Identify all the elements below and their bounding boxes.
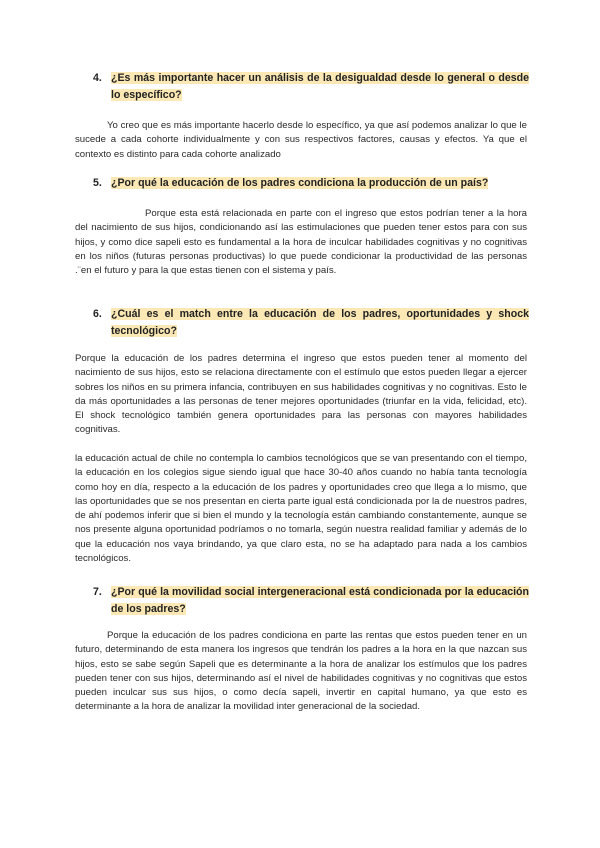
- answer-7: Porque la educación de los padres condiciona en parte las rentas que estos pueden tener en un futuro, determinando de esta manera los ingresos que tendrán los padres a la hora en la que nazcan sus hijos, esto se sabe según Sapeli que es determinante a la hora de analizar los estímulos que los padres pueden tener con sus hijos, determinando así el nivel de habilidades cognitivas y no cognitivas que estos pueden inculcar sus sus hijos, o como decía sapeli, invertir en capital humano, ya que esto es determinante a la hora de analizar la movilidad inter generacional de la sociedad.: [75, 630, 527, 713]
- question-text: ¿Por qué la educación de los padres condiciona la producción de un país?: [111, 177, 489, 189]
- question-6: [93, 306, 529, 339]
- question-text: ¿Por qué la movilidad social intergeneracional está condicionada por la educación de los padres?: [111, 586, 529, 615]
- answer-6-continued: la educación actual de chile no contempla lo cambios tecnológicos que se van presentando con el tiempo, la educación en los colegios sigue siendo igual que hace 30-40 años cuando no había tanta tecnología como hoy en día, respecto a la educación de los padres y oportunidades creo que llega a lo mismo, que las oportunidades que se nos presentan en cierta parte igual está condicionada por la de nuestros padres, de ahí podemos inferir que si bien el mundo y la tecnología están cambiando constantemente, aunque se nos presente alguna oportunidad podríamos o no tomarla, según nuestra realidad familiar y además de lo que la educación nos vaya brindando, ya que claro esta, no se ha adaptado para nada a los cambios tecnológicos.: [75, 453, 527, 565]
- answer-5: Porque esta está relacionada en parte con el ingreso que estos podrían tener a la hora del nacimiento de sus hijos, condicionando así las estimulaciones que pueden tener estos para con sus hijos, y como dice sapeli esto es fundamental a la hora de inculcar habilidades cognitivas y no cognitivas en los niños (futuras personas productivas) lo que puede condicionar la productividad de las personas .¨en el futuro y para la que estas tienen con el sistema y país.: [75, 208, 527, 277]
- question-number: 4.: [93, 72, 102, 84]
- question-text: ¿Es más importante hacer un análisis de la desigualdad desde lo general o desde lo específico?: [111, 72, 529, 101]
- question-4: [93, 70, 529, 103]
- question-5: [93, 175, 529, 192]
- answer-4: Yo creo que es más importante hacerlo desde lo específico, ya que así podemos analizar lo que le sucede a cada cohorte individualmente y con sus respectivos factores, causas y efectos. Ya que el contexto es distinto para cada cohorte analizado: [75, 120, 527, 160]
- question-number: 6.: [93, 308, 102, 320]
- question-7: [93, 584, 529, 617]
- question-number: 7.: [93, 586, 102, 598]
- answer-6: Porque la educación de los padres determina el ingreso que estos pueden tener al momento del nacimiento de sus hijos, esto se relaciona directamente con el estímulo que estos pueden llegar a ejercer sobres los niños en su primera infancia, contribuyen en sus habilidades cognitivas y no cognitivas. Esto le da más oportunidades a las personas de tener mejores oportunidades (triunfar en la vida, felicidad, etc). El shock tecnológico también genera oportunidades para las personas con mayores habilidades cognitivas.: [75, 353, 527, 436]
- question-text: ¿Cuál es el match entre la educación de los padres, oportunidades y shock tecnológico?: [111, 308, 529, 337]
- question-number: 5.: [93, 177, 102, 189]
